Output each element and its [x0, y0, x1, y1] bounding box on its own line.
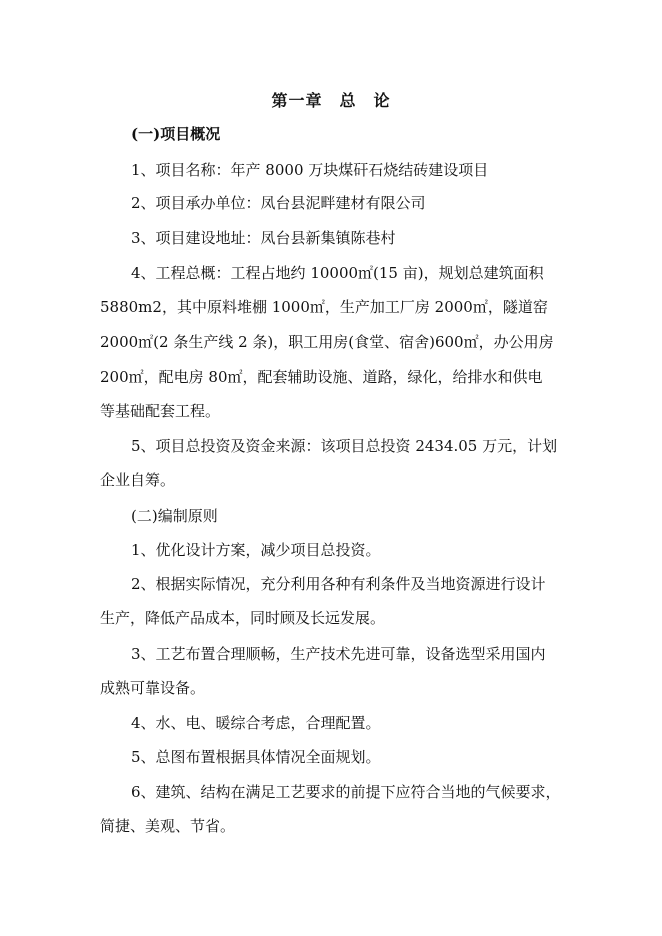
- item-construction-address: 3、项目建设地址：凤台县新集镇陈巷村: [131, 229, 396, 247]
- principle-1: 1、优化设计方案，减少项目总投资。: [131, 541, 381, 559]
- item-investment-line1: 5、项目总投资及资金来源：该项目总投资 2434.05 万元，计划: [131, 437, 558, 455]
- item-undertaking-unit: 2、项目承办单位：凤台县泥畔建材有限公司: [131, 194, 426, 212]
- principle-3-line2: 成熟可靠设备。: [100, 679, 206, 697]
- section-heading-overview: (一)项目概况: [131, 125, 221, 143]
- item-project-overview-line1: 4、工程总概：工程占地约 10000㎡(15 亩)，规划总建筑面积: [131, 264, 544, 282]
- item-project-name: 1、项目名称：年产 8000 万块煤矸石烧结砖建设项目: [131, 161, 489, 179]
- principle-6-line2: 简捷、美观、节省。: [100, 817, 236, 835]
- principle-2-line1: 2、根据实际情况，充分利用各种有利条件及当地资源进行设计: [131, 575, 546, 593]
- principle-5: 5、总图布置根据具体情况全面规划。: [131, 748, 381, 766]
- item-investment-line2: 企业自筹。: [100, 471, 176, 489]
- item-project-overview-line5: 等基础配套工程。: [100, 402, 221, 420]
- principle-6-line1: 6、建筑、结构在满足工艺要求的前提下应符合当地的气候要求，: [131, 783, 561, 801]
- item-project-overview-line4: 200㎡，配电房 80㎡，配套辅助设施、道路，绿化，给排水和供电: [100, 368, 543, 386]
- section-heading-principles: (二)编制原则: [131, 507, 218, 525]
- item-project-overview-line2: 5880m2，其中原料堆棚 1000㎡，生产加工厂房 2000㎡，隧道窑: [100, 298, 548, 316]
- principle-2-line2: 生产，降低产品成本，同时顾及长远发展。: [100, 609, 386, 627]
- principle-3-line1: 3、工艺布置合理顺畅，生产技术先进可靠，设备选型采用国内: [131, 645, 546, 663]
- item-project-overview-line3: 2000㎡(2 条生产线 2 条)，职工用房(食堂、宿舍)600㎡，办公用房: [100, 333, 554, 351]
- chapter-title: 第一章 总 论: [271, 91, 391, 110]
- principle-4: 4、水、电、暖综合考虑，合理配置。: [131, 714, 381, 732]
